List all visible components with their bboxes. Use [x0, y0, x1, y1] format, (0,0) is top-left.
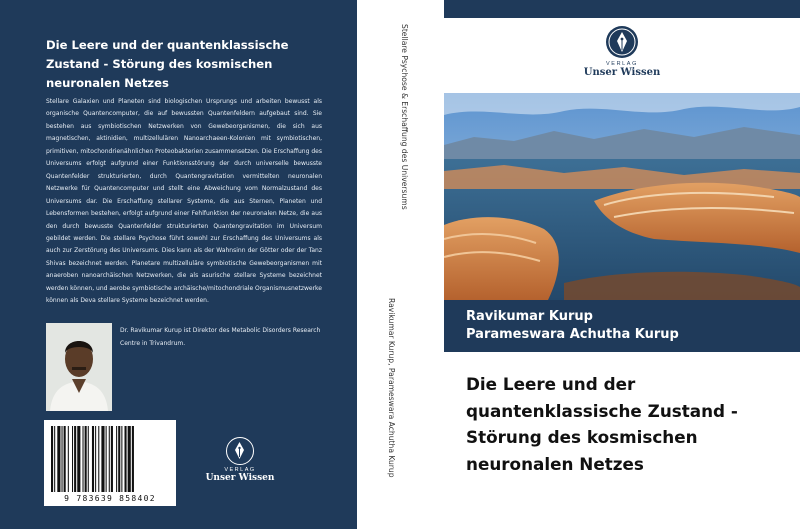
fountain-pen-nib-icon — [606, 26, 638, 58]
barcode-bar — [57, 426, 60, 492]
barcode-bar — [74, 426, 76, 492]
fountain-pen-nib-icon — [226, 437, 254, 465]
barcode-bar — [95, 426, 96, 492]
spine-authors: Ravikumar Kurup, Parameswara Achutha Kurup — [387, 298, 396, 478]
publisher-name: Unser Wissen — [583, 67, 661, 78]
barcode-bar — [72, 426, 73, 492]
spine — [357, 0, 444, 529]
back-cover — [0, 0, 357, 529]
barcode-bar — [92, 426, 94, 492]
front-publisher-logo — [572, 26, 672, 78]
author-bio: Dr. Ravikumar Kurup ist Direktor des Metabolic Disorders Research Centre in Trivandrum. — [120, 327, 321, 347]
cover-landscape-photo — [444, 93, 800, 300]
publisher-verlag-label: VERLAG — [224, 467, 256, 473]
barcode-bar — [132, 426, 134, 492]
barcode-bar — [83, 426, 84, 492]
barcode-bar — [98, 426, 99, 492]
barcode-bar — [128, 426, 131, 492]
barcode-bar — [54, 426, 55, 492]
barcode-bar — [101, 426, 104, 492]
barcode-bar — [109, 426, 110, 492]
barcode-bar — [85, 426, 87, 492]
barcode-bar — [118, 426, 120, 492]
barcode-bar — [64, 426, 66, 492]
author-photo — [46, 323, 112, 411]
barcode-bar — [116, 426, 117, 492]
front-top-bar — [444, 0, 800, 18]
spine-title: Stellare Psychose & Erschaffung des Universums — [400, 24, 409, 210]
barcode-bar — [111, 426, 113, 492]
barcode-bar — [62, 426, 63, 492]
author-band — [444, 300, 800, 352]
front-cover — [444, 0, 800, 529]
publisher-verlag-label: VERLAG — [606, 61, 638, 67]
barcode-bar — [77, 426, 80, 492]
barcode — [44, 420, 176, 506]
barcode-bar — [51, 426, 53, 492]
barcode-bar — [106, 426, 107, 492]
front-author-2: Parameswara Achutha Kurup — [466, 327, 679, 342]
back-cover-blurb: Stellare Galaxien und Planeten sind biologischen Ursprungs und arbeiten bewusst als organische Quantencomputer, die auf bewussten Quantenfeldern aufgebaut sind. Sie bestehen aus symbiotischen Netzwerken von Gewebeorganismen, die sich aus magnetischen, aktinidien, multizellulären Nanoarchaeen-Kolonien mit symbiotischen, primitiven, mitochondrienähnlichen Proteobakterien zusammensetzen. Die Erschaffung des Universums erfolgt aufgrund einer Funktionsstörung der durch universelle bewusste Quantenfelder strukturierten, durch Quantengravitation vermittelten neuronalen Netzwerke für Quantencomputer und stellt eine Abweichung vom Normalzustand des Universums dar. Die Erschaffung stellarer Systeme, die aus Sternen, Planeten und Lebensformen bestehen, erfolgt aufgrund einer Fehlfunktion der neuronalen Netze, die aus den durch bewusste Quantenfelder strukturierten Quantengravitation im Universum gebildet werden. Die stellare Psychose führt sowohl zur Erschaffung des Universums als auch zur Zerstörung des Universums. Dies kann als der Wahnsinn der Götter oder der Tanz Shivas bezeichnet werden. Planetare multizelluläre symbiotische Gewebeorganismen mit anaeroben nanoarchäischen Netzwerken, die als asurische stellare Systeme bezeichnet werden können, und aerobe symbiotische archäische/mitochondriale Organismusnetzwerke können als Deva stellare Systeme bezeichnet werden. — [46, 98, 322, 305]
barcode-bars — [51, 426, 169, 492]
back-cover-title: Die Leere und der quantenklassische Zustand - Störung des kosmischen neuronalen Netzes — [46, 38, 289, 90]
front-author-1: Ravikumar Kurup — [466, 309, 593, 324]
barcode-bar — [121, 426, 122, 492]
publisher-name: Unser Wissen — [205, 473, 275, 483]
barcode-bar — [125, 426, 127, 492]
barcode-bar — [68, 426, 69, 492]
front-cover-title: Die Leere und der quantenklassische Zustand - Störung des kosmischen neuronalen Netzes — [466, 374, 738, 474]
barcode-digits: 9 783639 858402 — [64, 494, 156, 503]
back-publisher-logo — [205, 437, 275, 489]
barcode-bar — [88, 426, 89, 492]
